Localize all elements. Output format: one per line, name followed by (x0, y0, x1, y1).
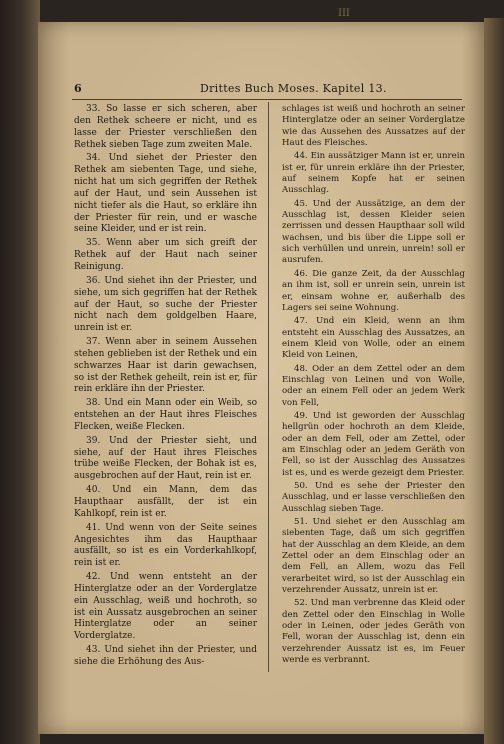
page-marker: III (338, 8, 350, 19)
verse-37: 37. Wenn aber in seinem Aussehen stehen geblieben ist der Rethek und ein schwarzes Haar ist darin gewachsen, so ist der Rethek geheilt, rein ist er, für rein erkläre ihn der Priester. (74, 337, 257, 395)
verse-47: 47. Und ein Kleid, wenn an ihm entsteht ein Ausschlag des Aussatzes, an einem Kleid von Wolle, oder an einem Kleid von Leinen, (282, 316, 465, 361)
verse-33: 33. So lasse er sich scheren, aber den Rethek scheere er nicht, und es lasse der Priester verschließen den Rethek sieben Tage zum zweiten Male. (74, 104, 257, 150)
verse-48: 48. Oder an dem Zettel oder an dem Einschlag von Leinen und von Wolle, oder an einem Fell oder an jedem Werk von Fell, (282, 363, 465, 408)
verse-42: 42. Und wenn entsteht an der Hinterglatze oder an der Vorderglatze ein Ausschlag, weiß und hochroth, so ist ein Aussatz ausgebrochen an seiner Hinterglatze oder an seiner Vorderglatze. (74, 572, 257, 642)
page-number: 6 (74, 82, 82, 95)
verse-38: 38. Und ein Mann oder ein Weib, so entstehen an der Haut ihres Fleisches Flecken, weiße Flecken. (74, 398, 257, 432)
verse-43: 43. Und siehet ihn der Priester, und siehe die Erhöhung des Aus- (74, 645, 257, 667)
verse-45: 45. Und der Aussätzige, an dem der Ausschlag ist, dessen Kleider seien zerrissen und dessen Haupthaar soll wild wachsen, und bis über die Lippe soll er sich verhüllen und unrein, unrein! soll er ausrufen. (282, 198, 465, 266)
verse-41: 41. Und wenn von der Seite seines Angesichtes ihm das Haupthaar ausfällt, so ist es ein Vorderkahlkopf, rein ist er. (74, 522, 257, 569)
verse-50: 50. Und es sehe der Priester den Ausschlag, und er lasse verschließen den Ausschlag sieben Tage. (282, 481, 465, 514)
verse-46: 46. Die ganze Zeit, da der Ausschlag an ihm ist, soll er unrein sein, unrein ist er, einsam wohne er, außerhalb des Lagers sei seine Wohnung. (282, 268, 465, 313)
verse-52: 52. Und man verbrenne das Kleid oder den Zettel oder den Einschlag in Wolle oder in Leinen, oder jedes Geräth von Fell, woran der Ausschlag ist, denn ein verzehrender Aussatz ist es, im Feuer werde es verbrannt. (282, 598, 465, 666)
verse-49: 49. Und ist geworden der Ausschlag hellgrün oder hochroth an dem Kleide, oder an dem Fell, oder am Zettel, oder am Einschlag oder an jedem Geräth von Fell, so ist der Ausschlag des Aussatzes ist es, und es werde gezeigt dem Priester. (282, 410, 465, 478)
header-rule (72, 99, 462, 100)
chapter-title: Drittes Buch Moses. Kapitel 13. (200, 82, 387, 95)
running-header (74, 82, 462, 98)
verse-34: 34. Und siehet der Priester den Rethek am siebenten Tage, und siehe, nicht hat um sich gegriffen der Rethek auf der Haut, und sein Aussehen ist nicht tiefer als die Haut, so erkläre ihn der Priester für rein, und er wasche seine Kleider, und er ist rein. (74, 153, 257, 235)
next-page-edge (484, 18, 504, 744)
verse-39: 39. Und der Priester sieht, und siehe, auf der Haut ihres Fleisches trübe weiße Flecken, der Bohak ist es, ausgebrochen auf der Haut, rein ist er. (74, 435, 257, 482)
verse-36: 36. Und siehet ihn der Priester, und siehe, um sich gegriffen hat der Rethek auf der Haut, so suche der Priester nicht nach dem goldgelben Haare, unrein ist er. (74, 275, 257, 334)
verse-40: 40. Und ein Mann, dem das Haupthaar ausfällt, der ist ein Kahlkopf, rein ist er. (74, 485, 257, 519)
right-column (282, 104, 465, 669)
verse-44: 44. Ein aussätziger Mann ist er, unrein ist er, für unrein erkläre ihn der Priester, auf seinem Kopfe hat er seinen Ausschlag. (282, 151, 465, 196)
verse-43-continued: schlages ist weiß und hochroth an seiner Hinterglatze oder an seiner Vorderglatze wie das Aussehen des Aussatzes auf der Haut des Fleisches. (282, 104, 465, 149)
column-divider (268, 102, 269, 672)
verse-35: 35. Wenn aber um sich greift der Rethek auf der Haut nach seiner Reinigung. (74, 238, 257, 272)
left-column (74, 104, 257, 671)
book-binding-edge (0, 0, 40, 744)
verse-51: 51. Und siehet er den Ausschlag am siebenten Tage, daß um sich gegriffen hat der Ausschlag an dem Kleide, an dem Zettel oder an dem Einschlag oder an dem Fell, an Allem, wozu das Fell verarbeitet wird, so ist der Ausschlag ein verzehrender Aussatz, unrein ist er. (282, 517, 465, 596)
